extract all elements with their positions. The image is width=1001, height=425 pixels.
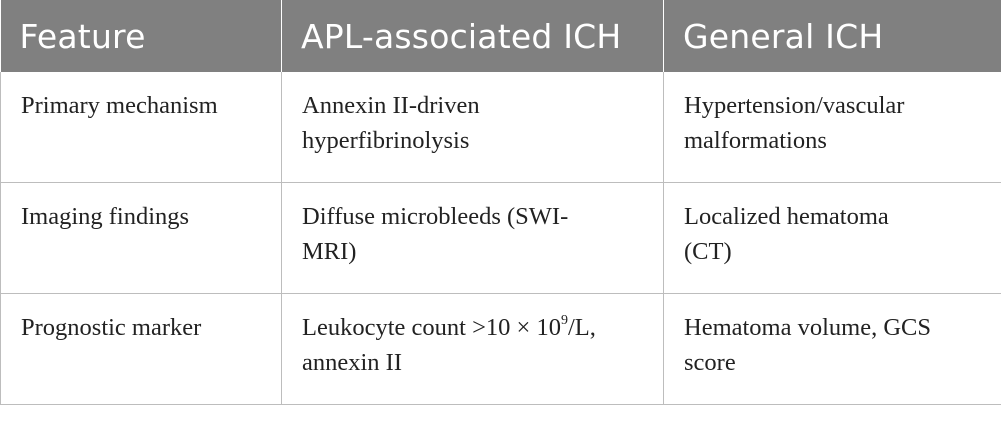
- cell-feature: [1, 294, 282, 405]
- cell-line: hyperfibrinolysis: [302, 127, 470, 154]
- header-row: [1, 0, 1001, 72]
- cell-line: MRI): [302, 238, 357, 265]
- cell-general: [664, 72, 1001, 183]
- cell-line: Annexin II-driven: [302, 92, 480, 119]
- cell-line: Diffuse microbleeds (SWI-: [302, 203, 569, 230]
- table-row: [1, 183, 1001, 294]
- cell-feature: [1, 72, 282, 183]
- cell-line-suffix: /L,: [567, 314, 596, 341]
- feature-label: Prognostic marker: [21, 314, 202, 341]
- cell-line: Hypertension/vascular: [684, 92, 905, 119]
- cell-line: (CT): [684, 238, 732, 265]
- cell-apl: [282, 294, 664, 405]
- cell-line: Hematoma volume, GCS: [684, 314, 932, 341]
- cell-line-prefix: Leukocyte count >10 × 10: [302, 314, 561, 341]
- feature-label: Primary mechanism: [21, 92, 218, 119]
- table-row: [1, 72, 1001, 183]
- header-general-ich: General ICH: [664, 0, 1001, 72]
- cell-general: [664, 294, 1001, 405]
- header-apl-associated-ich: APL-associated ICH: [282, 0, 664, 72]
- cell-line: malformations: [684, 127, 827, 154]
- superscript-exponent: 9: [560, 313, 568, 328]
- cell-line: Localized hematoma: [684, 203, 889, 230]
- header-feature: Feature: [1, 0, 282, 72]
- cell-line: annexin II: [302, 349, 402, 376]
- table-body: [1, 72, 1001, 405]
- cell-feature: [1, 183, 282, 294]
- cell-general: [664, 183, 1001, 294]
- cell-apl: [282, 72, 664, 183]
- feature-label: Imaging findings: [21, 203, 190, 230]
- table-row: [1, 294, 1001, 405]
- cell-line: score: [684, 349, 736, 376]
- cell-apl: [282, 183, 664, 294]
- table-header: [1, 0, 1001, 72]
